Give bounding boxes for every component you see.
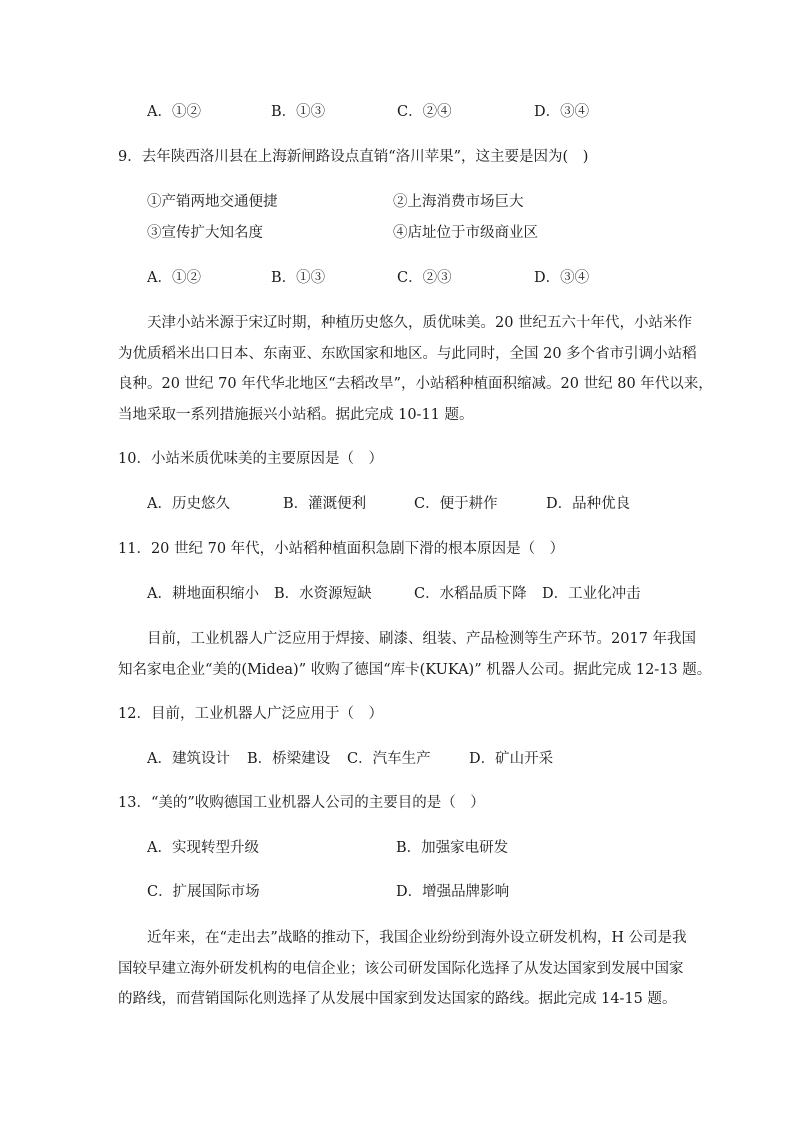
q9-item-2: ②上海消费市场巨大 [393,194,524,210]
q13-option-d[interactable]: D．增强品牌影响 [396,884,510,900]
q11-option-d[interactable]: D．工业化冲击 [542,586,641,602]
q10-option-d[interactable]: D．品种优良 [546,496,631,512]
q10-option-a[interactable]: A．历史悠久 [147,496,230,512]
q11-stem: 11．20 世纪 70 年代，小站稻种植面积急剧下滑的根本原因是（ ） [118,541,565,557]
passage-line: 国较早建立海外研发机构的电信企业；该公司研发国际化选择了从发达国家到发展中国家 [118,960,684,977]
q8-option-b[interactable]: B．①③ [271,104,326,120]
q9-option-b[interactable]: B．①③ [271,270,326,286]
q10-stem: 10．小站米质优味美的主要原因是（ ） [118,451,383,467]
q13-option-c[interactable]: C．扩展国际市场 [147,884,260,900]
q9-option-a[interactable]: A．①② [147,270,201,286]
q9-stem: 9．去年陕西洛川县在上海新闸路设点直销“洛川苹果”，这主要是因为( ) [118,149,589,165]
q11-option-a[interactable]: A．耕地面积缩小 [147,586,259,602]
passage-line: 目前，工业机器人广泛应用于焊接、刷漆、组装、产品检测等生产环节。2017 年我国 [147,631,697,647]
q8-option-a[interactable]: A．①② [147,104,201,120]
q12-option-b[interactable]: B．桥梁建设 [247,751,331,767]
passage-line: 知名家电企业“美的(Midea)” 收购了德国“库卡(KUKA)” 机器人公司。据此完成 12-13 题。 [118,661,712,678]
q12-option-c[interactable]: C．汽车生产 [347,751,431,767]
q10-option-b[interactable]: B．灌溉便利 [283,496,367,512]
passage-line: 良种。20 世纪 70 年代华北地区“去稻改旱”，小站稻种植面积缩减。20 世纪 80 年代以来， [118,376,713,392]
q12-option-a[interactable]: A．建筑设计 [147,751,230,767]
passage-xiaozhan-rice [118,308,713,430]
passage-line: 为优质稻米出口日本、东南亚、东欧国家和地区。与此同时，全国 20 多个省市引调小站稻 [118,345,697,362]
q11-option-b[interactable]: B．水资源短缺 [274,586,372,602]
q13-option-a[interactable]: A．实现转型升级 [147,840,259,856]
q9-item-1: ①产销两地交通便捷 [147,194,278,210]
q9-option-c[interactable]: C．②③ [397,270,452,286]
passage-line: 天津小站米源于宋辽时期，种植历史悠久，质优味美。20 世纪五六十年代，小站米作 [147,315,693,331]
q12-stem: 12．目前，工业机器人广泛应用于（ ） [118,706,383,722]
q9-item-3: ③宣传扩大知名度 [147,225,263,241]
q11-option-c[interactable]: C．水稻品质下降 [414,586,527,602]
q13-option-b[interactable]: B．加强家电研发 [396,840,509,856]
q9-item-4: ④店址位于市级商业区 [393,225,538,241]
q12-option-d[interactable]: D．矿山开采 [469,751,554,767]
passage-line: 的路线，而营销国际化则选择了从发展中国家到发达国家的路线。据此完成 14-15 题。 [118,991,677,1007]
q13-stem: 13．“美的”收购德国工业机器人公司的主要目的是（ ） [118,795,485,811]
passage-h-company [118,923,687,1015]
q10-option-c[interactable]: C．便于耕作 [414,496,498,512]
q8-option-c[interactable]: C．②④ [397,104,452,120]
passage-industrial-robots [118,624,712,685]
q8-option-d[interactable]: D．③④ [534,104,590,120]
passage-line: 当地采取一系列措施振兴小站稻。据此完成 10-11 题。 [118,406,474,423]
q9-option-d[interactable]: D．③④ [534,270,590,286]
passage-line: 近年来，在“走出去”战略的推动下，我国企业纷纷到海外设立研发机构，H 公司是我 [147,930,687,946]
